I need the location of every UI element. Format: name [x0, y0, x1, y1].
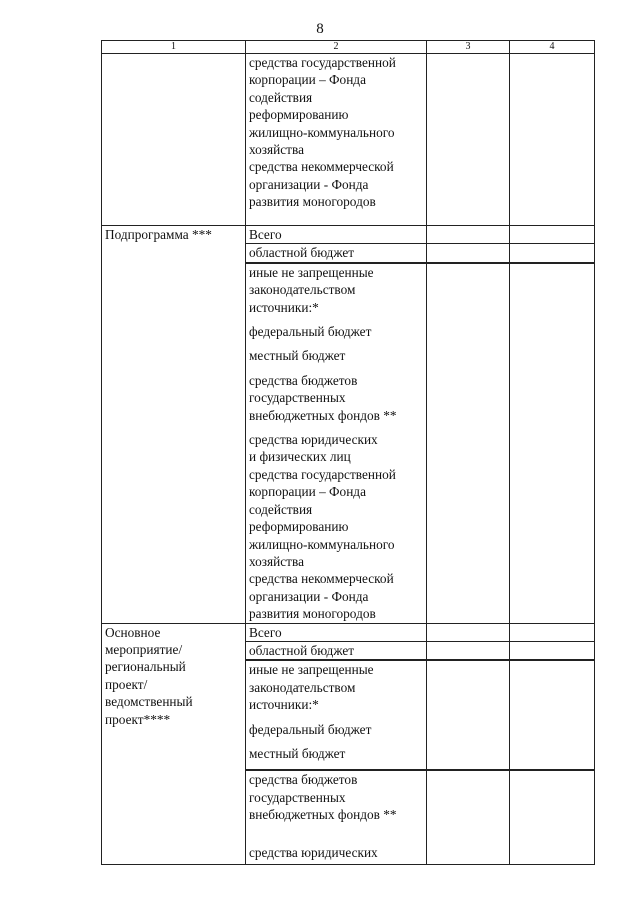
main-event-extrabudget-row — [102, 770, 595, 864]
value-cell — [510, 770, 595, 864]
text-line: средства государственной — [249, 466, 396, 482]
value-cell — [427, 244, 510, 263]
value-cell — [510, 660, 595, 770]
empty-cell — [102, 244, 246, 263]
value-cell — [427, 623, 510, 641]
text-line: средства юридических — [249, 844, 378, 860]
text-line: мероприятие/ — [105, 641, 183, 657]
subprogram-other-sources — [246, 263, 427, 623]
text-line: региональный — [105, 659, 186, 675]
text-line: ведомственный — [105, 694, 193, 710]
text-line: содействия — [249, 501, 313, 517]
text-line: содействия — [249, 89, 313, 105]
subprogram-label: Подпрограмма *** — [102, 226, 246, 244]
main-event-label — [102, 623, 246, 770]
value-cell — [510, 641, 595, 660]
text-line: организации - Фонда — [249, 176, 369, 192]
continuation-sources — [246, 54, 427, 226]
value-cell — [427, 54, 510, 226]
subprogram-total-row — [102, 226, 595, 244]
text-line: внебюджетных фондов ** — [249, 407, 397, 423]
column-header-1: 1 — [102, 41, 246, 54]
text-line: развития моногородов — [249, 606, 376, 622]
subprogram-regional-budget: областной бюджет — [246, 244, 427, 263]
text-line: государственных — [249, 390, 346, 406]
subprogram-regional-row — [102, 244, 595, 263]
text-line: проект/ — [105, 676, 148, 692]
main-event-total: Всего — [246, 623, 427, 641]
value-cell — [427, 263, 510, 623]
value-cell — [427, 770, 510, 864]
value-cell — [427, 660, 510, 770]
empty-cell — [102, 54, 246, 226]
text-line: корпорации – Фонда — [249, 72, 366, 88]
value-cell — [427, 226, 510, 244]
financing-table — [101, 40, 595, 865]
text-line: средства бюджетов — [249, 372, 358, 388]
subprogram-federal-budget: федеральный бюджет — [249, 324, 372, 340]
text-line: организации - Фонда — [249, 588, 369, 604]
value-cell — [510, 226, 595, 244]
subprogram-local-budget: местный бюджет — [249, 348, 346, 364]
text-line: государственных — [249, 789, 346, 805]
column-header-4: 4 — [510, 41, 595, 54]
header-row — [102, 41, 595, 54]
subprogram-other-sources-row — [102, 263, 595, 623]
text-line: и физических лиц — [249, 449, 351, 465]
subprogram-total: Всего — [246, 226, 427, 244]
text-line: корпорации – Фонда — [249, 484, 366, 500]
text-line: средства бюджетов — [249, 772, 358, 788]
text-line: жилищно-коммунального — [249, 124, 395, 140]
text-line: внебюджетных фондов ** — [249, 807, 397, 823]
text-line: законодательством — [249, 679, 356, 695]
text-line: развития моногородов — [249, 194, 376, 210]
column-header-2: 2 — [246, 41, 427, 54]
main-event-other-sources — [246, 660, 427, 770]
value-cell — [510, 263, 595, 623]
value-cell — [510, 623, 595, 641]
main-event-total-row — [102, 623, 595, 641]
text-line: источники:* — [249, 697, 319, 713]
value-cell — [510, 244, 595, 263]
text-line: проект**** — [105, 711, 171, 727]
text-line: реформированию — [249, 519, 349, 535]
main-event-extrabudget — [246, 770, 427, 864]
text-line: иные не запрещенные — [249, 662, 374, 678]
value-cell — [510, 54, 595, 226]
text-line: средства юридических — [249, 432, 378, 448]
text-line: хозяйства — [249, 142, 304, 158]
value-cell — [427, 641, 510, 660]
text-line: реформированию — [249, 107, 349, 123]
text-line: источники:* — [249, 299, 319, 315]
text-line: жилищно-коммунального — [249, 536, 395, 552]
main-event-regional-budget: областной бюджет — [246, 641, 427, 660]
page-number: 8 — [316, 21, 324, 37]
text-line: средства некоммерческой — [249, 159, 394, 175]
main-event-local-budget: местный бюджет — [249, 745, 346, 761]
text-line: хозяйства — [249, 553, 304, 569]
empty-cell — [102, 770, 246, 864]
text-line: законодательством — [249, 282, 356, 298]
main-event-federal-budget: федеральный бюджет — [249, 721, 372, 737]
column-header-3: 3 — [427, 41, 510, 54]
text-line: средства некоммерческой — [249, 571, 394, 587]
text-line: Основное — [105, 624, 161, 640]
empty-cell — [102, 263, 246, 623]
continuation-row — [102, 54, 595, 226]
text-line: иные не запрещенные — [249, 264, 374, 280]
text-line: средства государственной — [249, 55, 396, 70]
